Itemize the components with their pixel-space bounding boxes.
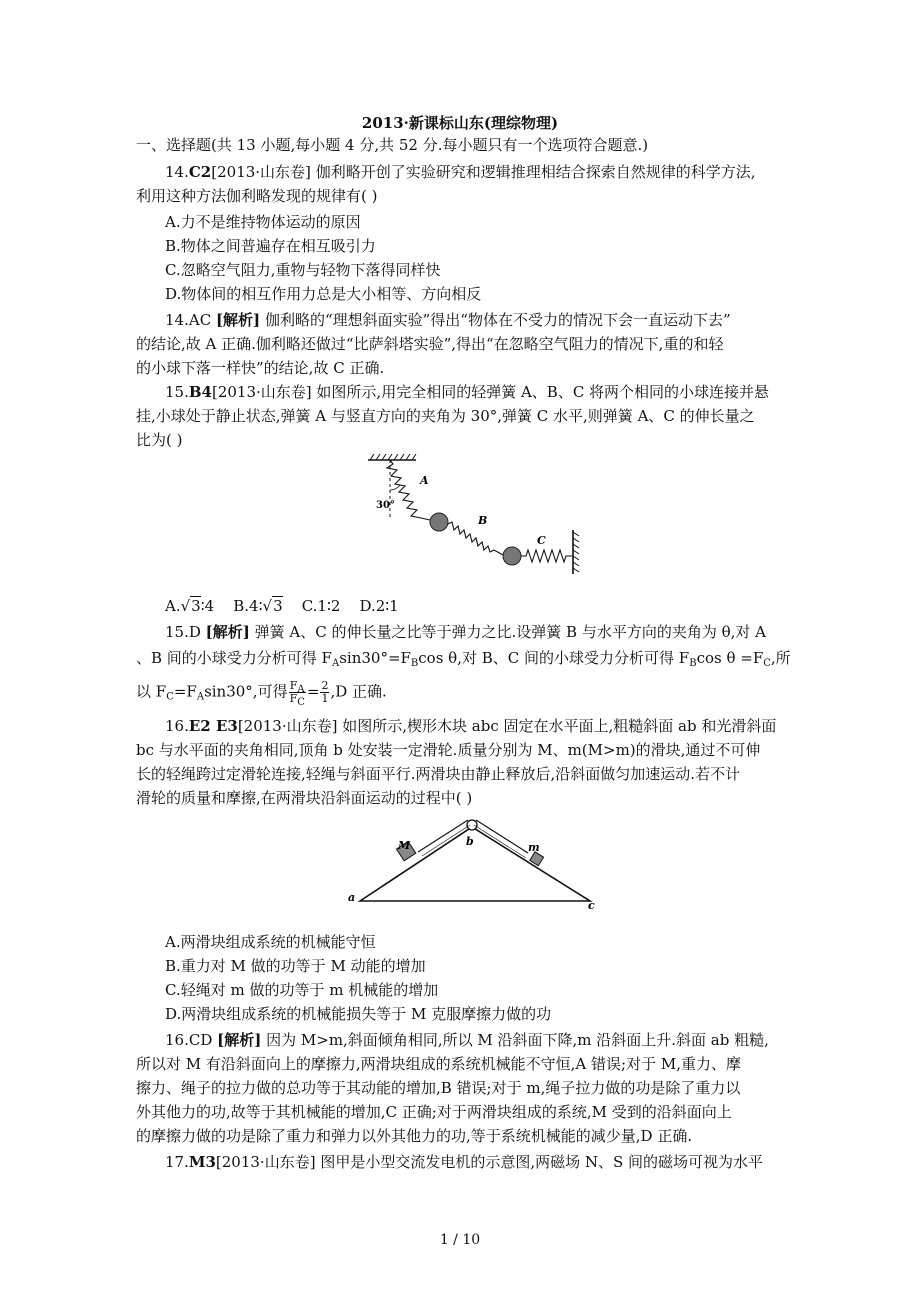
wall-support [573,530,579,574]
q15-stem-text: 如图所示,用完全相同的轻弹簧 A、B、C 将两个相同的小球连接并悬 [316,383,770,401]
q14-analysis-text: 伽利略的“理想斜面实验”得出“物体在不受力的情况下会一直运动下去” [264,311,731,329]
q17-stem-text: 图甲是小型交流发电机的示意图,两磁场 N、S 间的磁场可视为水平 [320,1153,764,1171]
fraction-2-1: $\frac{2}{1}$ [321,679,329,705]
q14-analysis-tag: [解析] [215,311,261,329]
q16-stem [165,716,776,736]
label-spring-b: B [478,514,488,527]
q14-source: [2013·山东卷] [211,163,311,181]
q16-answer-line4: 外其他力的功,故等于其机械能的增加,C 正确;对于两滑块组成的系统,M 受到的沿斜面向上 [136,1103,732,1121]
q14-answer-line3: 的小球下落一样快”的结论,故 C 正确. [136,359,385,377]
section-heading: 一、选择题(共 13 小题,每小题 4 分,共 52 分.每小题只有一个选项符合题意.) [136,136,649,154]
label-b: b [466,835,474,848]
q14-code: C2 [188,163,212,181]
q15-options [165,596,399,616]
q15-option-b: B.4∶√3 [233,597,283,615]
label-spring-c: C [537,534,546,547]
q14-option-d: D.物体间的相互作用力总是大小相等、方向相反 [165,285,482,303]
q14-option-b: B.物体之间普遍存在相互吸引力 [165,237,376,255]
q16-answer [165,1030,769,1050]
q16-option-b: B.重力对 M 做的功等于 M 动能的增加 [165,957,426,975]
rope-right [476,820,528,853]
rope-right-inner [474,825,526,858]
spring-c [521,550,572,562]
q16-answer-line2: 所以对 M 有沿斜面向上的摩擦力,两滑块组成的系统机械能不守恒,A 错误;对于 M,重力、摩 [136,1055,741,1073]
rope-left-inner [422,825,470,856]
q17-code: M3 [188,1153,216,1171]
page-title: 2013·新课标山东(理综物理) [361,114,559,132]
q16-analysis-text: 因为 M>m,斜面倾角相同,所以 M 沿斜面下降,m 沿斜面上升.斜面 ab 粗糙, [266,1031,769,1049]
q14-answer-label: 14.AC [165,311,212,329]
q16-stem-text: 如图所示,楔形木块 abc 固定在水平面上,粗糙斜面 ab 和光滑斜面 [342,717,777,735]
q16-stem-line4: 滑轮的质量和摩擦,在两滑块沿斜面运动的过程中( ) [136,789,473,807]
q15-stem [165,382,769,402]
q16-option-a: A.两滑块组成系统的机械能守恒 [165,933,376,951]
q14-stem-text: 伽利略开创了实验研究和逻辑推理相结合探索自然规律的科学方法, [315,163,756,181]
q16-answer-line3: 擦力、绳子的拉力做的总功等于其动能的增加,B 错误;对于 m,绳子拉力做的功是除了重力以 [136,1079,741,1097]
q15-answer-line3: 以 $F_C=F_A\sin 30^\circ$,可得 $\frac{F_A}{F_C}$ = $\frac{2}{1}$ ,D 正确. [136,679,387,708]
q15-option-c: C.1∶2 [301,597,341,615]
spring-figure [360,452,590,582]
q15-source: [2013·山东卷] [211,383,312,401]
ball-2 [503,547,521,565]
q14-option-a: A.力不是维持物体运动的原因 [165,213,361,231]
q16-number: 16. [165,717,189,735]
rope-left [418,820,468,852]
q15-answer [165,622,766,642]
q15-code: B4 [188,383,212,401]
spring-b [448,522,503,555]
q16-answer-label: 16.CD [165,1031,213,1049]
q17-source: [2013·山东卷] [215,1153,316,1171]
wedge-figure [340,815,610,915]
label-m: m [528,841,540,854]
q16-analysis-tag: [解析] [217,1031,262,1049]
ceiling-support [368,454,416,460]
q14-stem [165,162,755,182]
angle-arc [390,485,400,490]
q17-stem [165,1152,763,1172]
label-angle: 30° [376,500,395,511]
q15-answer-label: 15.D [165,623,201,641]
q16-option-d: D.两滑块组成系统的机械能损失等于 M 克服摩擦力做的功 [165,1005,552,1023]
q15-stem-line2: 挂,小球处于静止状态,弹簧 A 与竖直方向的夹角为 30°,弹簧 C 水平,则弹簧 A、C 的伸长量之 [136,407,755,425]
fraction-fa-fc: $\frac{F_A}{F_C}$ [289,679,305,708]
q15-analysis-tag: [解析] [205,623,250,641]
label-M: M [398,839,411,852]
wedge-abc [360,827,590,901]
label-c: c [588,899,595,912]
label-a: a [348,891,356,904]
pulley [467,820,477,830]
q14-answer [165,310,731,330]
q16-source: [2013·山东卷] [237,717,338,735]
q15-answer-line2: 、B 间的小球受力分析可得 $F_A\sin 30^\circ=F_B\cos$ θ,对 B、C 间的小球受力分析可得 $F_B\cos$ $\theta =F_C$,所 [136,649,791,669]
q15-analysis-text: 弹簧 A、C 的伸长量之比等于弹力之比.设弹簧 B 与水平方向的夹角为 θ,对 A [254,623,766,641]
q16-stem-line2: bc 与水平面的夹角相同,顶角 b 处安装一定滑轮.质量分别为 M、m(M>m)的滑块,通过不可伸 [136,741,761,759]
q14-answer-line2: 的结论,故 A 正确.伽利略还做过“比萨斜塔实验”,得出“在忽略空气阻力的情况下,重的和轻 [136,335,724,353]
q16-option-c: C.轻绳对 m 做的功等于 m 机械能的增加 [165,981,439,999]
q17-number: 17. [165,1153,189,1171]
page-number: 1 / 10 [439,1232,481,1248]
ball-1 [430,513,448,531]
q16-code: E2 E3 [188,717,238,735]
q14-stem-line2: 利用这种方法伽利略发现的规律有( ) [136,187,378,205]
q15-number: 15. [165,383,189,401]
label-spring-a: A [420,474,429,487]
q14-option-c: C.忽略空气阻力,重物与轻物下落得同样快 [165,261,441,279]
q15-stem-line3: 比为( ) [136,431,183,449]
q15-option-a: A.√3∶4 [165,597,215,615]
q16-answer-line5: 的摩擦力做的功是除了重力和弹力以外其他力的功,等于系统机械能的减少量,D 正确. [136,1127,693,1145]
q16-stem-line3: 长的轻绳跨过定滑轮连接,轻绳与斜面平行.两滑块由静止释放后,沿斜面做匀加速运动.若不计 [136,765,741,783]
q15-option-d: D.2∶1 [359,597,399,615]
q14-number: 14. [165,163,189,181]
spring-a [387,460,439,522]
